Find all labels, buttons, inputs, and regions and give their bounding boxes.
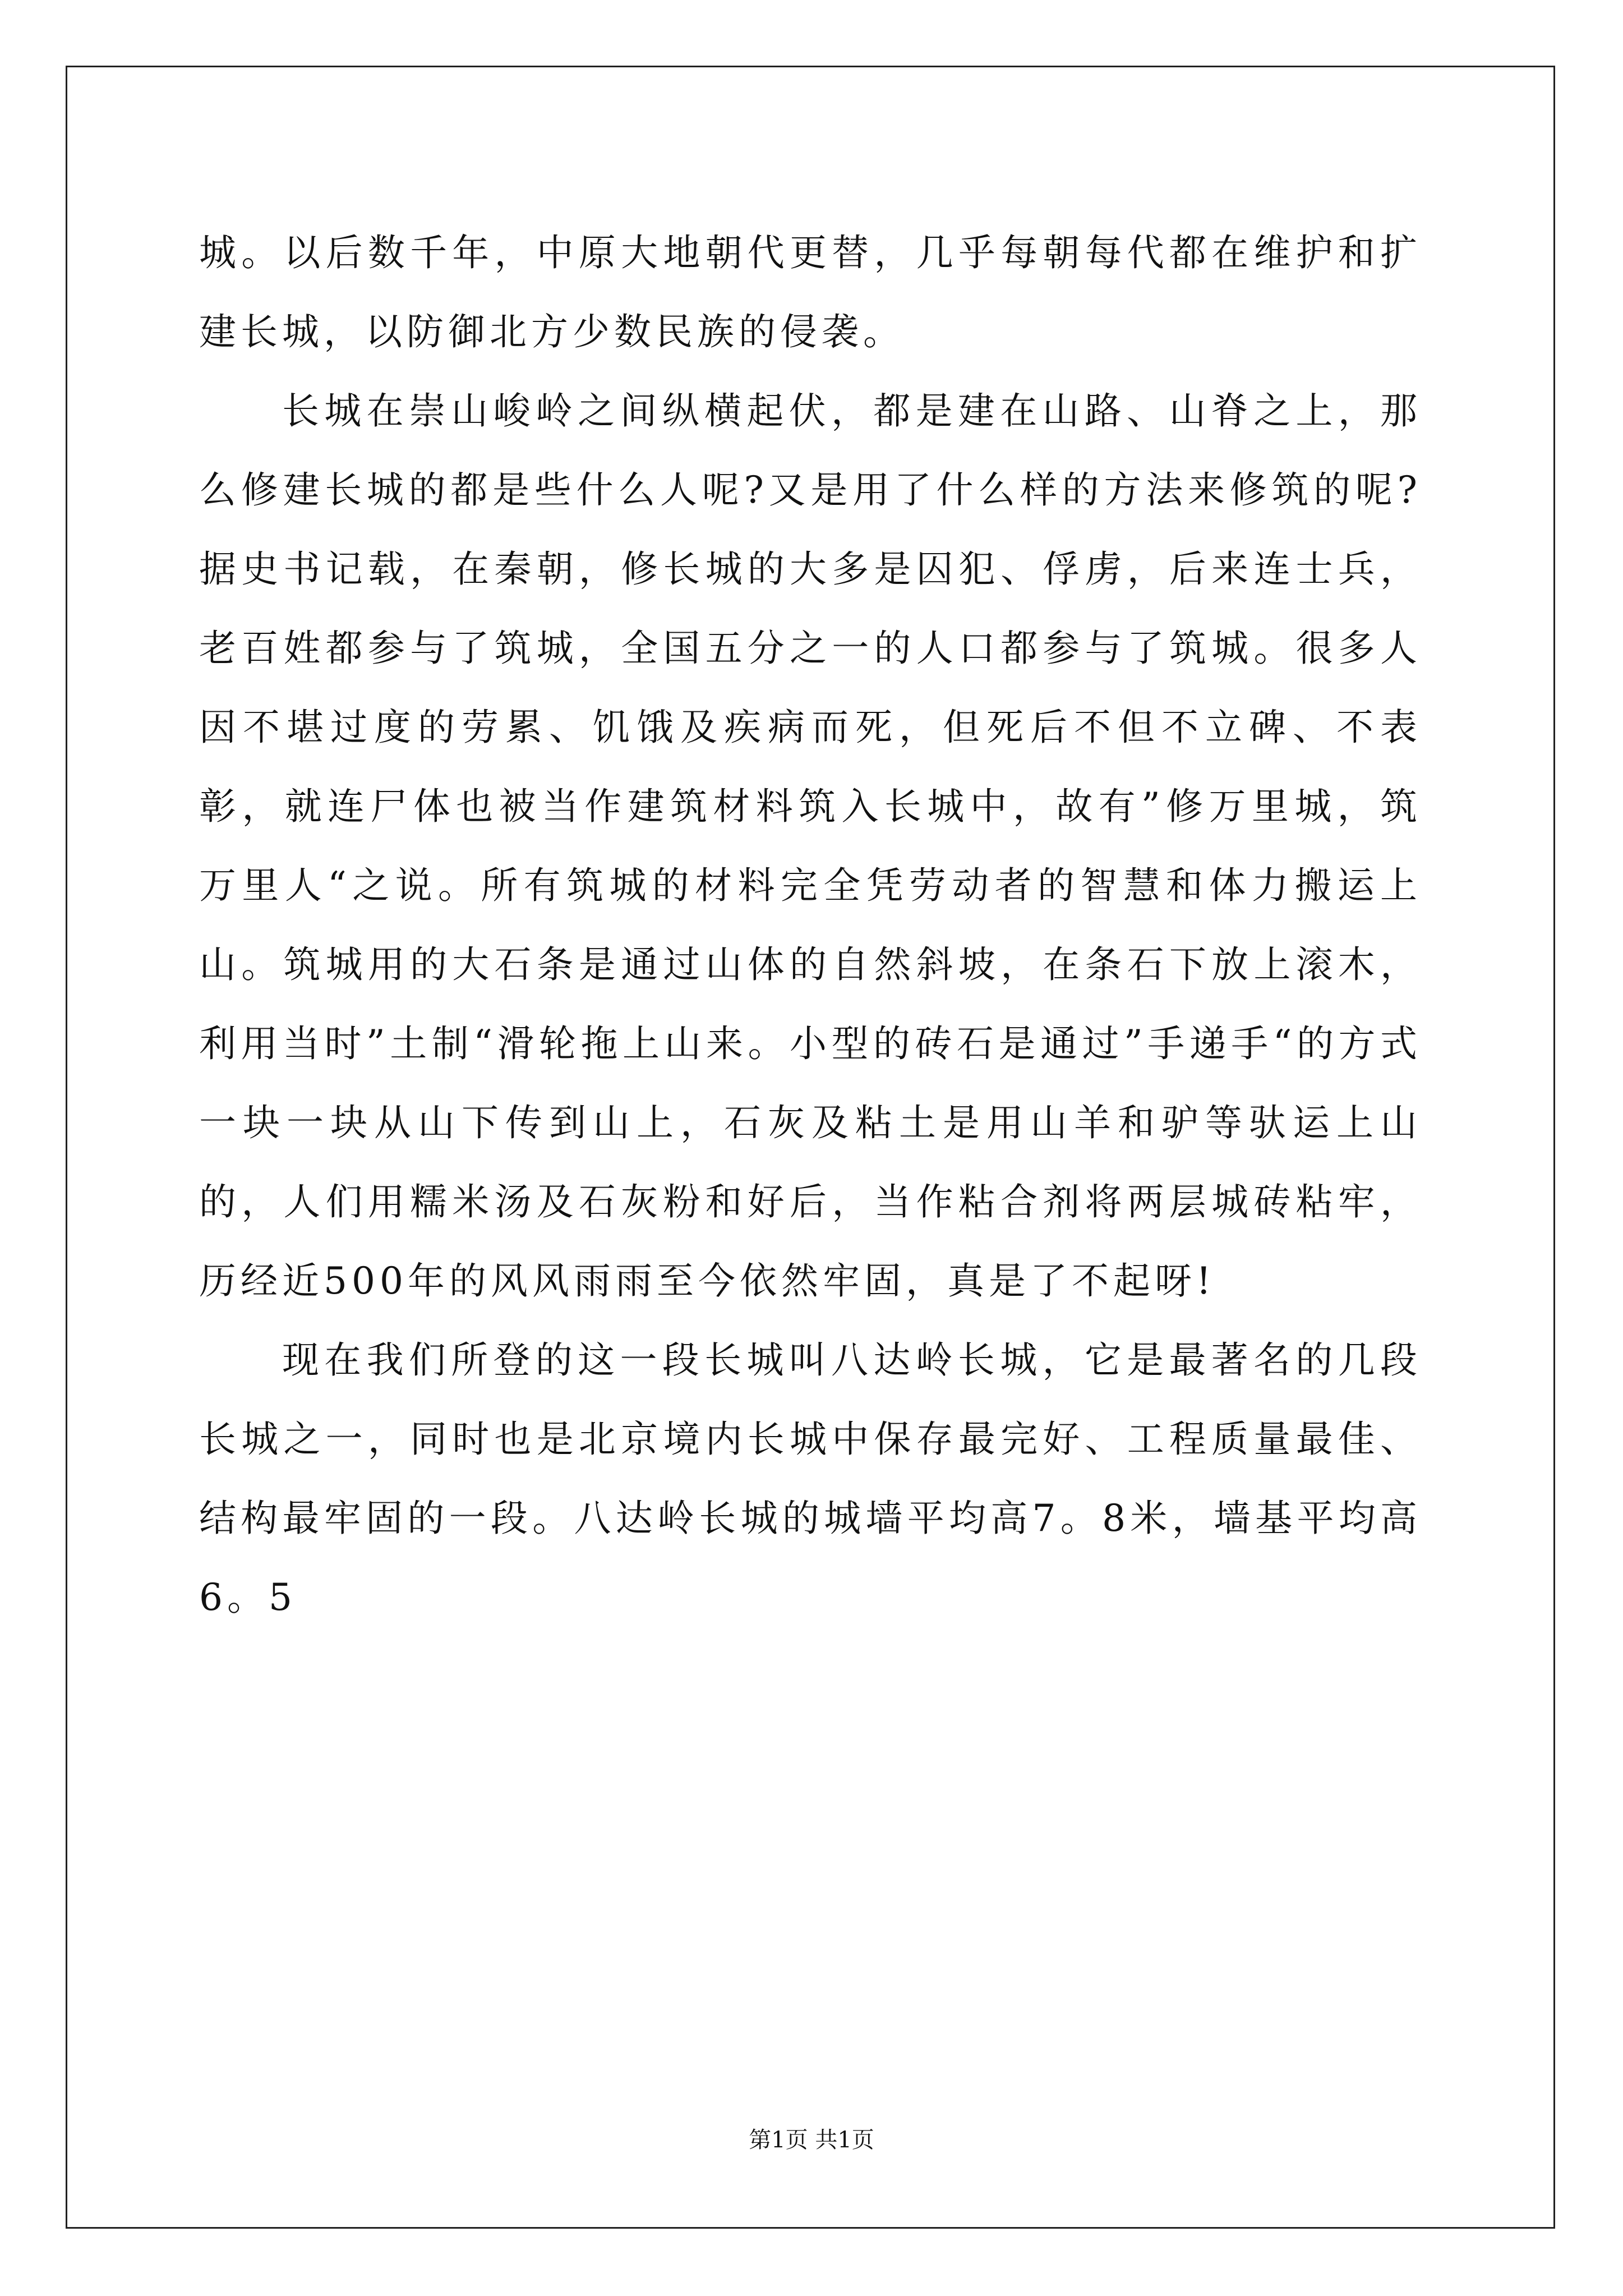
document-body	[199, 213, 1422, 1637]
paragraph-3: 现在我们所登的这一段长城叫八达岭长城，它是最著名的几段长城之一，同时也是北京境内长城中保存最完好、工程质量最佳、结构最牢固的一段。八达岭长城的城墙平均高7。8米，墙基平均高6。5	[199, 1338, 1422, 1619]
paragraph-1: 城。以后数千年，中原大地朝代更替，几乎每朝每代都在维护和扩建长城，以防御北方少数民族的侵袭。	[199, 231, 1422, 353]
paragraph-2: 长城在崇山峻岭之间纵横起伏，都是建在山路、山脊之上，那么修建长城的都是些什么人呢?又是用了什么样的方法来修筑的呢?据史书记载，在秦朝，修长城的大多是囚犯、俘虏，后来连士兵，老百姓都参与了筑城，全国五分之一的人口都参与了筑城。很多人因不堪过度的劳累、饥饿及疾病而死，但死后不但不立碑、不表彰，就连尸体也被当作建筑材料筑入长城中，故有”修万里城，筑万里人“之说。所有筑城的材料完全凭劳动者的智慧和体力搬运上山。筑城用的大石条是通过山体的自然斜坡，在条石下放上滚木，利用当时”土制“滑轮拖上山来。小型的砖石是通过”手递手“的方式一块一块从山下传到山上，石灰及粘土是用山羊和驴等驮运上山的，人们用糯米汤及石灰粉和好后，当作粘合剂将两层城砖粘牢，历经近500年的风风雨雨至今依然牢固，真是了不起呀!	[199, 389, 1422, 1303]
page-footer: 第1页 共1页	[749, 2127, 874, 2153]
